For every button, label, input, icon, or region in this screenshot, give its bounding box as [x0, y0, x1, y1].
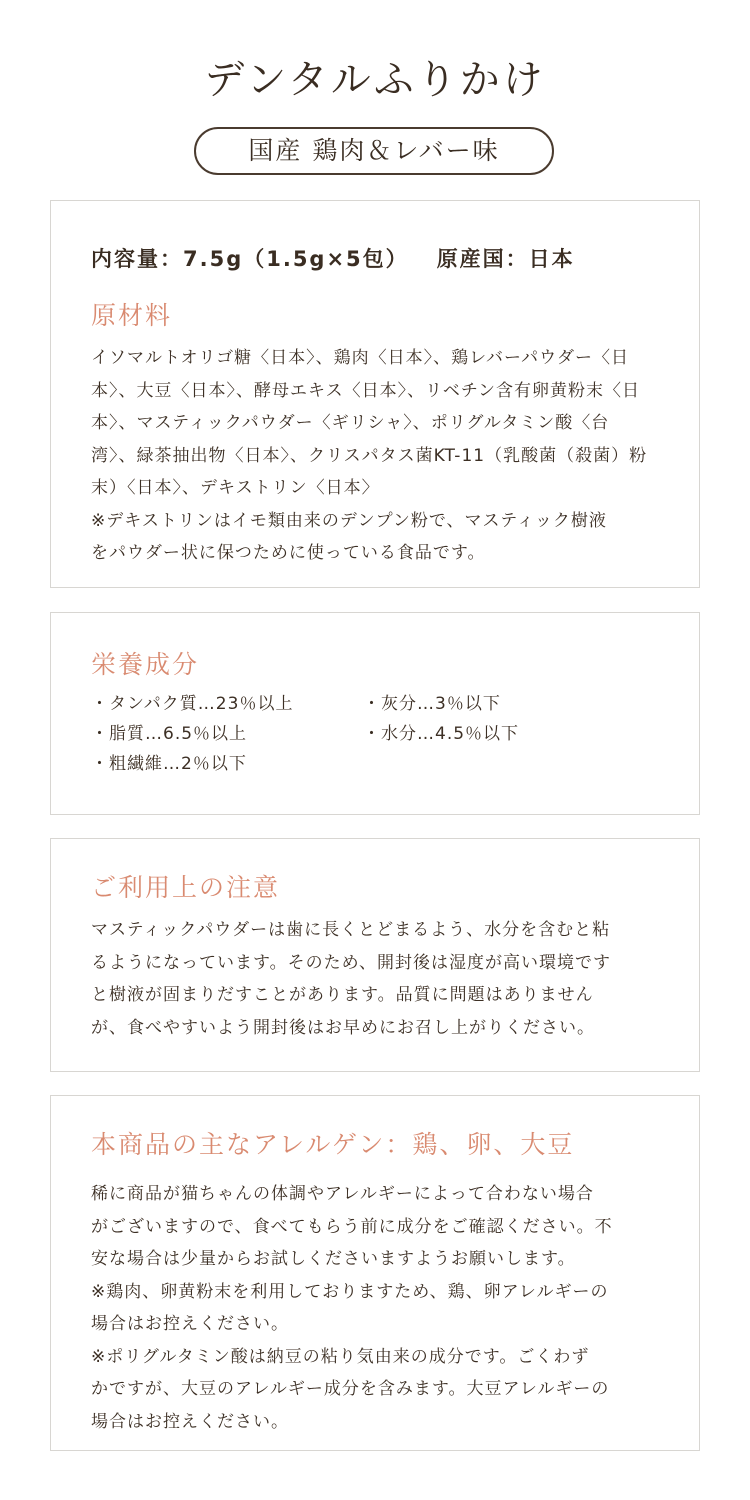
nutrition-item: ・灰分…3％以下: [363, 694, 501, 714]
allergen-text: [91, 1178, 661, 1438]
allergen-line: かですが、大豆のアレルギー成分を含みます。大豆アレルギーの: [91, 1379, 610, 1399]
caution-line: と樹液が固まりだすことがあります。品質に問題はありません: [91, 985, 594, 1005]
caution-line: マスティックパウダーは歯に長くとどまるよう、水分を含むと粘: [91, 920, 611, 940]
origin-country: 原産国：日本: [436, 247, 575, 271]
allergen-line: 安な場合は少量からお試しくださいますようお願いします。: [91, 1249, 576, 1269]
allergen-heading: 本商品の主なアレルゲン：鶏、卵、大豆: [91, 1130, 575, 1159]
nutrition-column: [363, 689, 519, 749]
nutrition-card: [50, 612, 700, 815]
materials-heading: 原材料: [91, 301, 173, 330]
caution-line: るようになっています。そのため、開封後は湿度が高い環境です: [91, 952, 611, 973]
content-amount: 内容量：7.5g（1.5g×5包）: [91, 247, 409, 271]
ingredients-line: 湾〉、緑茶抽出物〈日本〉、クリスパタス菌KT-11（乳酸菌（殺菌）粉: [91, 445, 648, 466]
ingredients-note-line: ※デキストリンはイモ類由来のデンプン粉で、マスティック樹液: [91, 510, 607, 531]
flavor-badge: 国産 鶏肉＆レバー味: [194, 127, 554, 175]
ingredients-text: [91, 342, 661, 570]
ingredients-line: 本〉、大豆〈日本〉、酵母エキス〈日本〉、リベチン含有卵黄粉末〈日: [91, 380, 640, 401]
allergen-line: ※ポリグルタミン酸は納豆の粘り気由来の成分です。ごくわず: [91, 1346, 590, 1367]
nutrition-item: ・脂質…6.5％以上: [91, 724, 248, 744]
allergen-line: 場合はお控えください。: [91, 1411, 289, 1432]
ingredients-line: イソマルトオリゴ糖〈日本〉、鶏肉〈日本〉、鶏レバーパウダー〈日: [91, 348, 629, 368]
nutrition-column: [91, 689, 293, 779]
product-title: デンタルふりかけ: [204, 57, 546, 103]
nutrition-item: ・タンパク質…23％以上: [91, 694, 294, 714]
nutrition-heading: 栄養成分: [91, 650, 200, 679]
allergen-line: 場合はお控えください。: [91, 1314, 289, 1334]
caution-card: [50, 838, 700, 1072]
materials-card: [50, 200, 700, 588]
allergen-card: [50, 1095, 700, 1451]
ingredients-line: 本〉、マスティックパウダー〈ギリシャ〉、ポリグルタミン酸〈台: [91, 413, 610, 433]
ingredients-note-line: をパウダー状に保つために使っている食品です。: [91, 543, 486, 563]
ingredients-line: 末）〈日本〉、デキストリン〈日本〉: [91, 478, 380, 498]
spec-line: [91, 243, 661, 273]
caution-heading: ご利用上の注意: [91, 873, 281, 902]
caution-line: が、食べやすいよう開封後はお早めにお召し上がりください。: [91, 1017, 595, 1038]
allergen-line: 稀に商品が猫ちゃんの体調やアレルギーによって合わない場合: [91, 1184, 594, 1204]
allergen-line: がございますので、食べてもらう前に成分をご確認ください。不: [91, 1216, 613, 1237]
nutrition-item: ・粗繊維…2％以下: [91, 754, 247, 774]
nutrition-item: ・水分…4.5％以下: [363, 724, 520, 744]
allergen-line: ※鶏肉、卵黄粉末を利用しておりますため、鶏、卵アレルギーの: [91, 1281, 609, 1302]
caution-text: [91, 914, 661, 1044]
